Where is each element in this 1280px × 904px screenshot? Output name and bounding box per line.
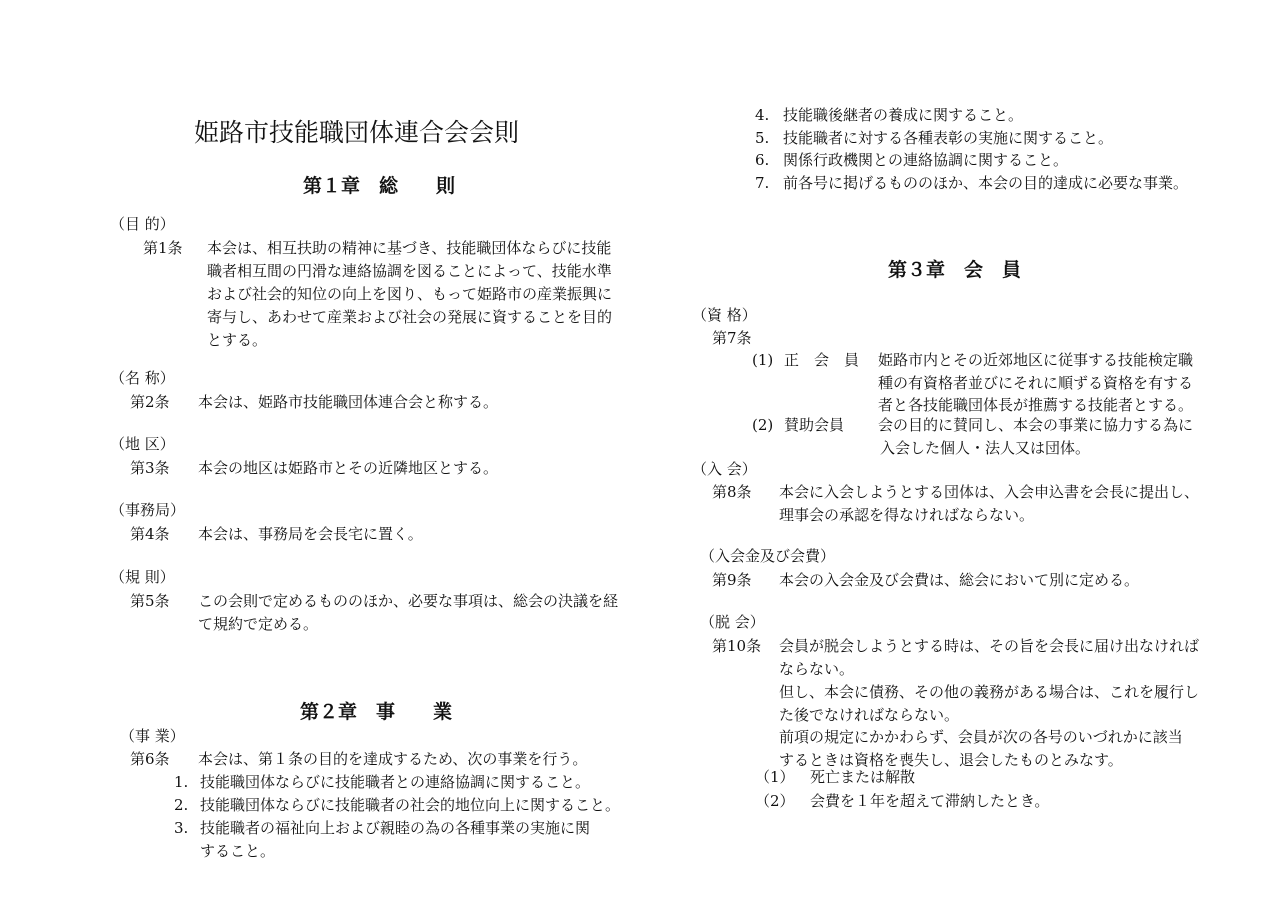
member-type-text: 種の有資格者並びにそれに順ずる資格を有する <box>878 374 1194 392</box>
member-type-number: (2) <box>752 416 774 434</box>
item-number: （1） <box>755 768 795 786</box>
member-type-text: 会の目的に賛同し、本会の事業に協力する為に <box>878 416 1194 434</box>
section-label: （脱 会） <box>700 613 765 631</box>
article-text-line: 本会は、事務局を会長宅に置く。 <box>198 525 423 543</box>
section-label: （目 的） <box>110 215 175 233</box>
article-text-line: 本会は、姫路市技能職団体連合会と称する。 <box>198 393 499 411</box>
article-number: 第4条 <box>130 525 170 543</box>
article-text-line: た後でなければならない。 <box>779 706 960 724</box>
chapter-3-heading: 第３章 会 員 <box>888 259 1022 281</box>
member-type-text: 姫路市内とその近郊地区に従事する技能検定職 <box>878 351 1194 369</box>
section-label: （規 則） <box>110 568 175 586</box>
item-number: （2） <box>755 792 795 810</box>
item-text: 会費を１年を超えて滞納したとき。 <box>810 792 1050 810</box>
section-label: （地 区） <box>110 435 175 453</box>
article-text-line: 会員が脱会しようとする時は、その旨を会長に届け出なければ <box>779 637 1200 655</box>
member-type-text: 入会した個人・法人又は団体。 <box>880 439 1091 457</box>
article-text-line: 本会は、相互扶助の精神に基づき、技能職団体ならびに技能 <box>207 239 612 257</box>
member-type-text: 者と各技能職団体長が推薦する技能者とする。 <box>878 396 1194 414</box>
article-text-line: て規約で定める。 <box>198 615 319 633</box>
article-text-line: するときは資格を喪失し、退会したものとみなす。 <box>779 751 1123 769</box>
article-number: 第1条 <box>143 239 183 257</box>
member-type-number: (1) <box>752 351 774 369</box>
article-number: 第7条 <box>712 329 752 347</box>
item-text: 技能職者に対する各種表彰の実施に関すること。 <box>783 129 1114 147</box>
section-label: （事務局） <box>110 501 186 519</box>
section-label: （名 称） <box>110 369 175 387</box>
article-number: 第5条 <box>130 592 170 610</box>
article-text-line: 本会は、第１条の目的を達成するため、次の事業を行う。 <box>198 750 588 768</box>
section-label: （入会金及び会費） <box>700 547 836 565</box>
item-number: 3. <box>174 819 189 837</box>
item-text: 関係行政機関との連絡協調に関すること。 <box>783 151 1069 169</box>
item-number: 6. <box>755 151 770 169</box>
item-text: 前各号に掲げるもののほか、本会の目的達成に必要な事業。 <box>783 174 1189 192</box>
section-label: （資 格） <box>692 306 757 324</box>
item-number: 2. <box>174 796 189 814</box>
item-text: 技能職団体ならびに技能職者との連絡協調に関すること。 <box>200 773 591 791</box>
item-text: 技能職後継者の養成に関すること。 <box>783 106 1024 124</box>
article-text-line: 寄与し、あわせて産業および社会の発展に資することを目的 <box>207 308 613 326</box>
article-number: 第8条 <box>712 483 752 501</box>
section-label: （入 会） <box>692 460 757 478</box>
article-text-line: 本会の地区は姫路市とその近隣地区とする。 <box>198 459 499 477</box>
article-text-line: この会則で定めるもののほか、必要な事項は、総会の決議を経 <box>198 592 619 610</box>
article-number: 第10条 <box>712 637 762 655</box>
article-text-line: ならない。 <box>779 660 855 678</box>
article-text-line: 但し、本会に債務、その他の義務がある場合は、これを履行し <box>779 683 1200 701</box>
article-number: 第6条 <box>130 750 170 768</box>
article-text-line: 前項の規定にかかわらず、会員が次の各号のいづれかに該当 <box>779 728 1183 746</box>
article-text-line: および社会的知位の向上を図り、もって姫路市の産業振興に <box>207 285 613 303</box>
item-number: 1. <box>174 773 189 791</box>
article-text-line: 職者相互間の円滑な連絡協調を図ることによって、技能水準 <box>207 262 612 280</box>
item-text: 技能職者の福祉向上および親睦の為の各種事業の実施に関 <box>200 819 591 837</box>
member-type-label: 賛助会員 <box>784 416 845 434</box>
document-title: 姫路市技能職団体連合会会則 <box>194 118 520 147</box>
article-text-line: 理事会の承認を得なければならない。 <box>779 506 1035 524</box>
chapter-1-heading: 第１章 総 則 <box>303 175 456 197</box>
item-number: 5. <box>755 129 770 147</box>
article-text-line: 本会の入会金及び会費は、総会において別に定める。 <box>779 571 1140 589</box>
member-type-label: 正 会 員 <box>784 351 860 369</box>
section-label: （事 業） <box>120 727 185 745</box>
article-number: 第9条 <box>712 571 752 589</box>
article-number: 第3条 <box>130 459 170 477</box>
item-number: 4. <box>755 106 770 124</box>
item-text: 技能職団体ならびに技能職者の社会的地位向上に関すること。 <box>200 796 621 814</box>
item-number: 7. <box>755 174 770 192</box>
article-number: 第2条 <box>130 393 170 411</box>
article-text-line: 本会に入会しようとする団体は、入会申込書を会長に提出し、 <box>779 483 1200 501</box>
item-text: すること。 <box>200 842 276 860</box>
chapter-2-heading: 第２章 事 業 <box>300 701 453 723</box>
article-text-line: とする。 <box>207 331 268 349</box>
item-text: 死亡または解散 <box>810 768 916 786</box>
